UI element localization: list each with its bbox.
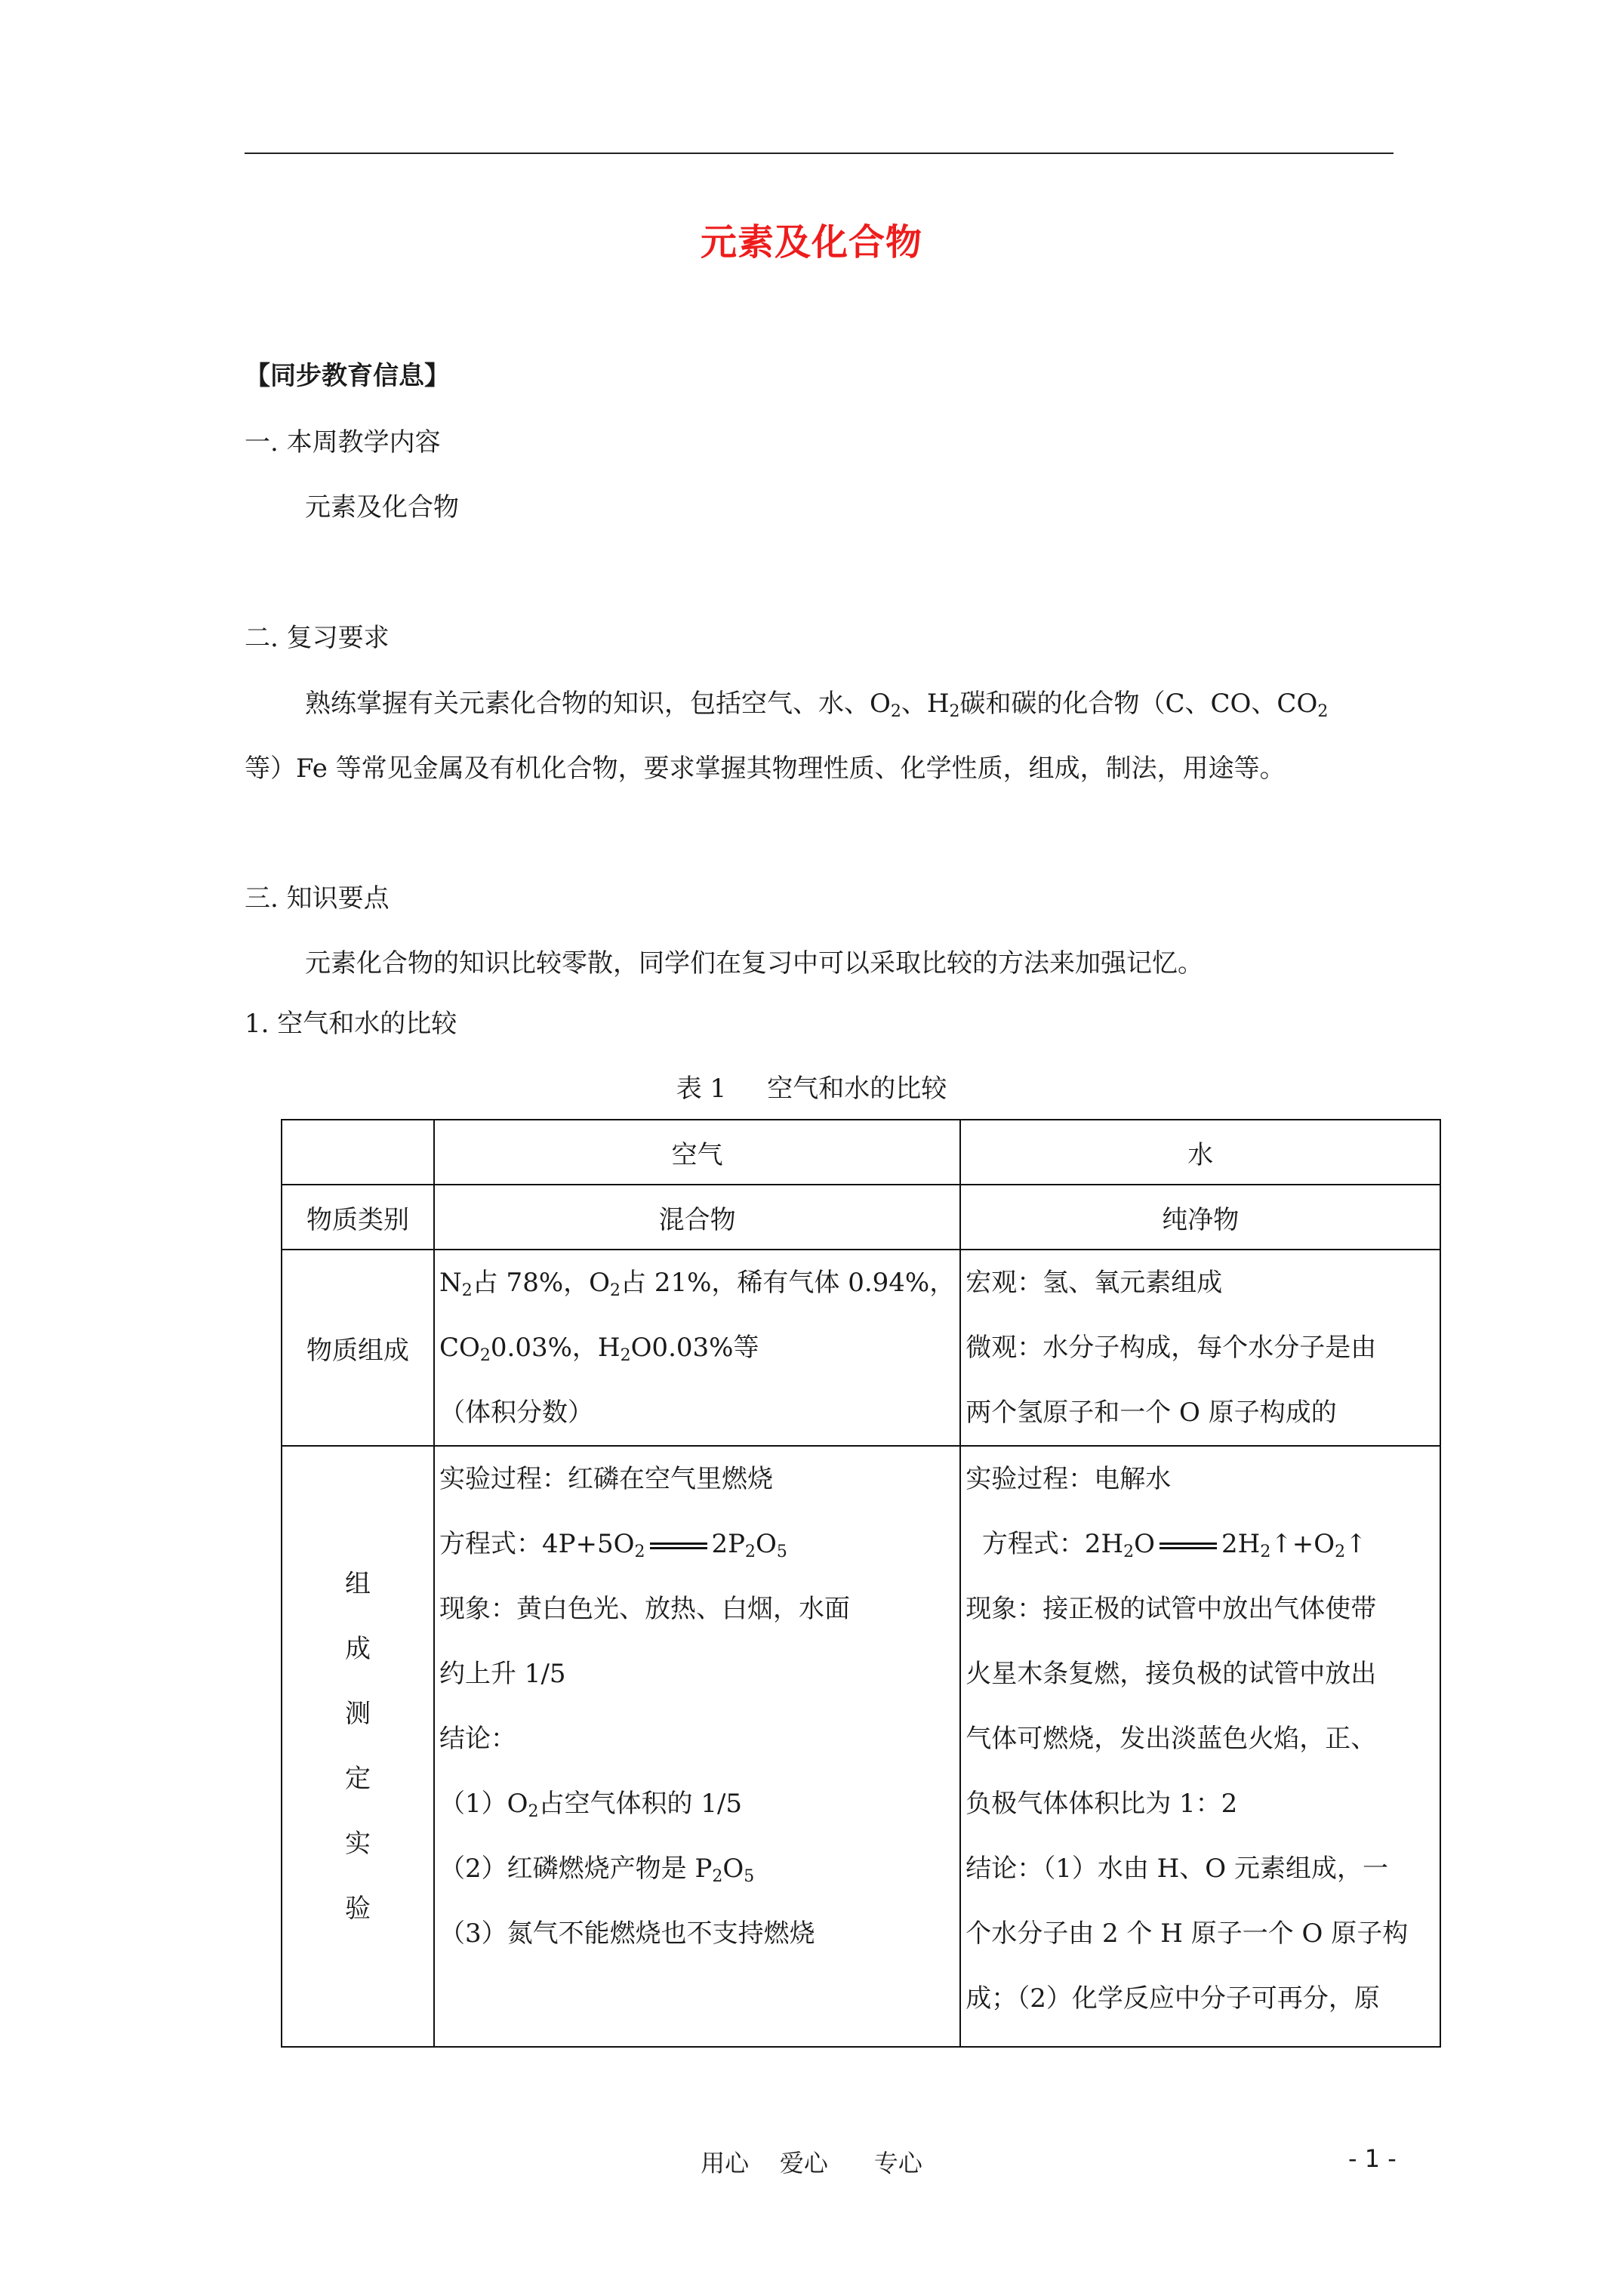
- cell-water-composition: [960, 1250, 1440, 1446]
- cell-line: 现象：黄白色光、放热、白烟，水面: [439, 1594, 850, 1624]
- table-caption: 表 1 空气和水的比较: [676, 1074, 947, 1104]
- cell-air-experiment: [434, 1446, 960, 2047]
- vertical-label-char: 测: [345, 1699, 371, 1729]
- equation-line: 方程式：$2H_2O$ $2H_2↑+O_2↑$: [981, 1529, 1367, 1561]
- section-3-body: 元素化合物的知识比较零散，同学们在复习中可以采取比较的方法来加强记忆。: [305, 948, 1203, 978]
- equals-sign-icon: [1160, 1542, 1217, 1549]
- vertical-label-char: 组: [345, 1569, 371, 1599]
- cell-line: 负极气体体积比为 1：2: [965, 1789, 1238, 1819]
- cell-line: （体积分数）: [439, 1398, 593, 1428]
- section-2-heading: 二. 复习要求: [245, 623, 390, 653]
- row-label-composition: 物质组成: [282, 1250, 434, 1446]
- vertical-label-char: 验: [345, 1894, 371, 1924]
- cell-air-composition: [434, 1250, 960, 1446]
- page-number: - 1 -: [1348, 2144, 1397, 2173]
- cell-line: 现象：接正极的试管中放出气体使带: [965, 1594, 1377, 1624]
- section-2-line-2: 等）Fe 等常见金属及有机化合物，要求掌握其物理性质、化学性质，组成，制法，用途等。: [245, 754, 1286, 784]
- vertical-label-char: 成: [345, 1634, 371, 1664]
- section-1-body: 元素及化合物: [305, 492, 459, 522]
- cell-line: 宏观：氢、氧元素组成: [965, 1268, 1223, 1298]
- cell-line: 个水分子由 2 个 H 原子一个 O 原子构: [965, 1918, 1409, 1949]
- equals-sign-icon: [650, 1542, 707, 1549]
- cell-line: （2）红磷燃烧产物是 $P_2O_5$: [439, 1854, 755, 1886]
- cell-line: 成；（2）化学反应中分子可再分，原: [965, 1983, 1380, 2014]
- cell-line: 实验过程：红磷在空气里燃烧: [439, 1464, 773, 1494]
- cell-line: （3）氮气不能燃烧也不支持燃烧: [439, 1918, 815, 1949]
- row-label-type: 物质类别: [282, 1185, 434, 1250]
- cell-line: 微观：水分子构成，每个水分子是由: [965, 1333, 1377, 1363]
- table-header-row: [282, 1120, 1440, 1185]
- equation-line: 方程式：$4P+5O_2$ $2P_2O_5$: [439, 1529, 787, 1561]
- cell-line: 两个氢原子和一个 O 原子构成的: [965, 1398, 1337, 1428]
- section-2-line-1: 熟练掌握有关元素化合物的知识，包括空气、水、$O_2$、$H_2$碳和碳的化合物（C、CO、$CO_2$: [305, 689, 1329, 721]
- cell-line: 实验过程：电解水: [965, 1464, 1172, 1494]
- cell-line: 火星木条复燃，接负极的试管中放出: [965, 1659, 1377, 1689]
- cell-air-type: 混合物: [434, 1185, 960, 1250]
- header-air: 空气: [434, 1120, 960, 1185]
- cell-line: 结论：（1）水由 H、O 元素组成，一: [965, 1854, 1388, 1884]
- table-row: [282, 1446, 1440, 2047]
- vertical-label-char: 定: [345, 1764, 371, 1794]
- comparison-table: [281, 1119, 1441, 2048]
- header-rule: [245, 153, 1394, 154]
- header-water: 水: [960, 1120, 1440, 1185]
- vertical-label-char: 实: [345, 1829, 371, 1859]
- cell-line: 约上升 1/5: [439, 1659, 566, 1689]
- item-1-heading: 1. 空气和水的比较: [245, 1009, 457, 1039]
- section-3-heading: 三. 知识要点: [245, 883, 390, 914]
- table-corner-cell: [282, 1120, 434, 1185]
- cell-line: $CO_20.03\%$，$H_2O0.03\%$等: [439, 1333, 759, 1365]
- cell-water-type: 纯净物: [960, 1185, 1440, 1250]
- page-footer: 用心 爱心 专心: [701, 2149, 922, 2177]
- vertical-label: [287, 1552, 429, 1941]
- page-title: 元素及化合物: [700, 221, 922, 264]
- section-1-heading: 一. 本周教学内容: [245, 427, 441, 458]
- table-row: [282, 1250, 1440, 1446]
- section-header: 【同步教育信息】: [245, 361, 450, 391]
- row-label-experiment: [282, 1446, 434, 2047]
- cell-line: 气体可燃烧，发出淡蓝色火焰，正、: [965, 1724, 1377, 1754]
- cell-line: $N_2$占 78%，$O_2$占 21%，稀有气体 0.94%，: [439, 1268, 956, 1300]
- cell-line: $(1)O_2$占空气体积的 1/5: [439, 1789, 743, 1821]
- cell-water-experiment: [960, 1446, 1440, 2047]
- cell-line: 结论：: [439, 1724, 516, 1754]
- table-row: [282, 1185, 1440, 1250]
